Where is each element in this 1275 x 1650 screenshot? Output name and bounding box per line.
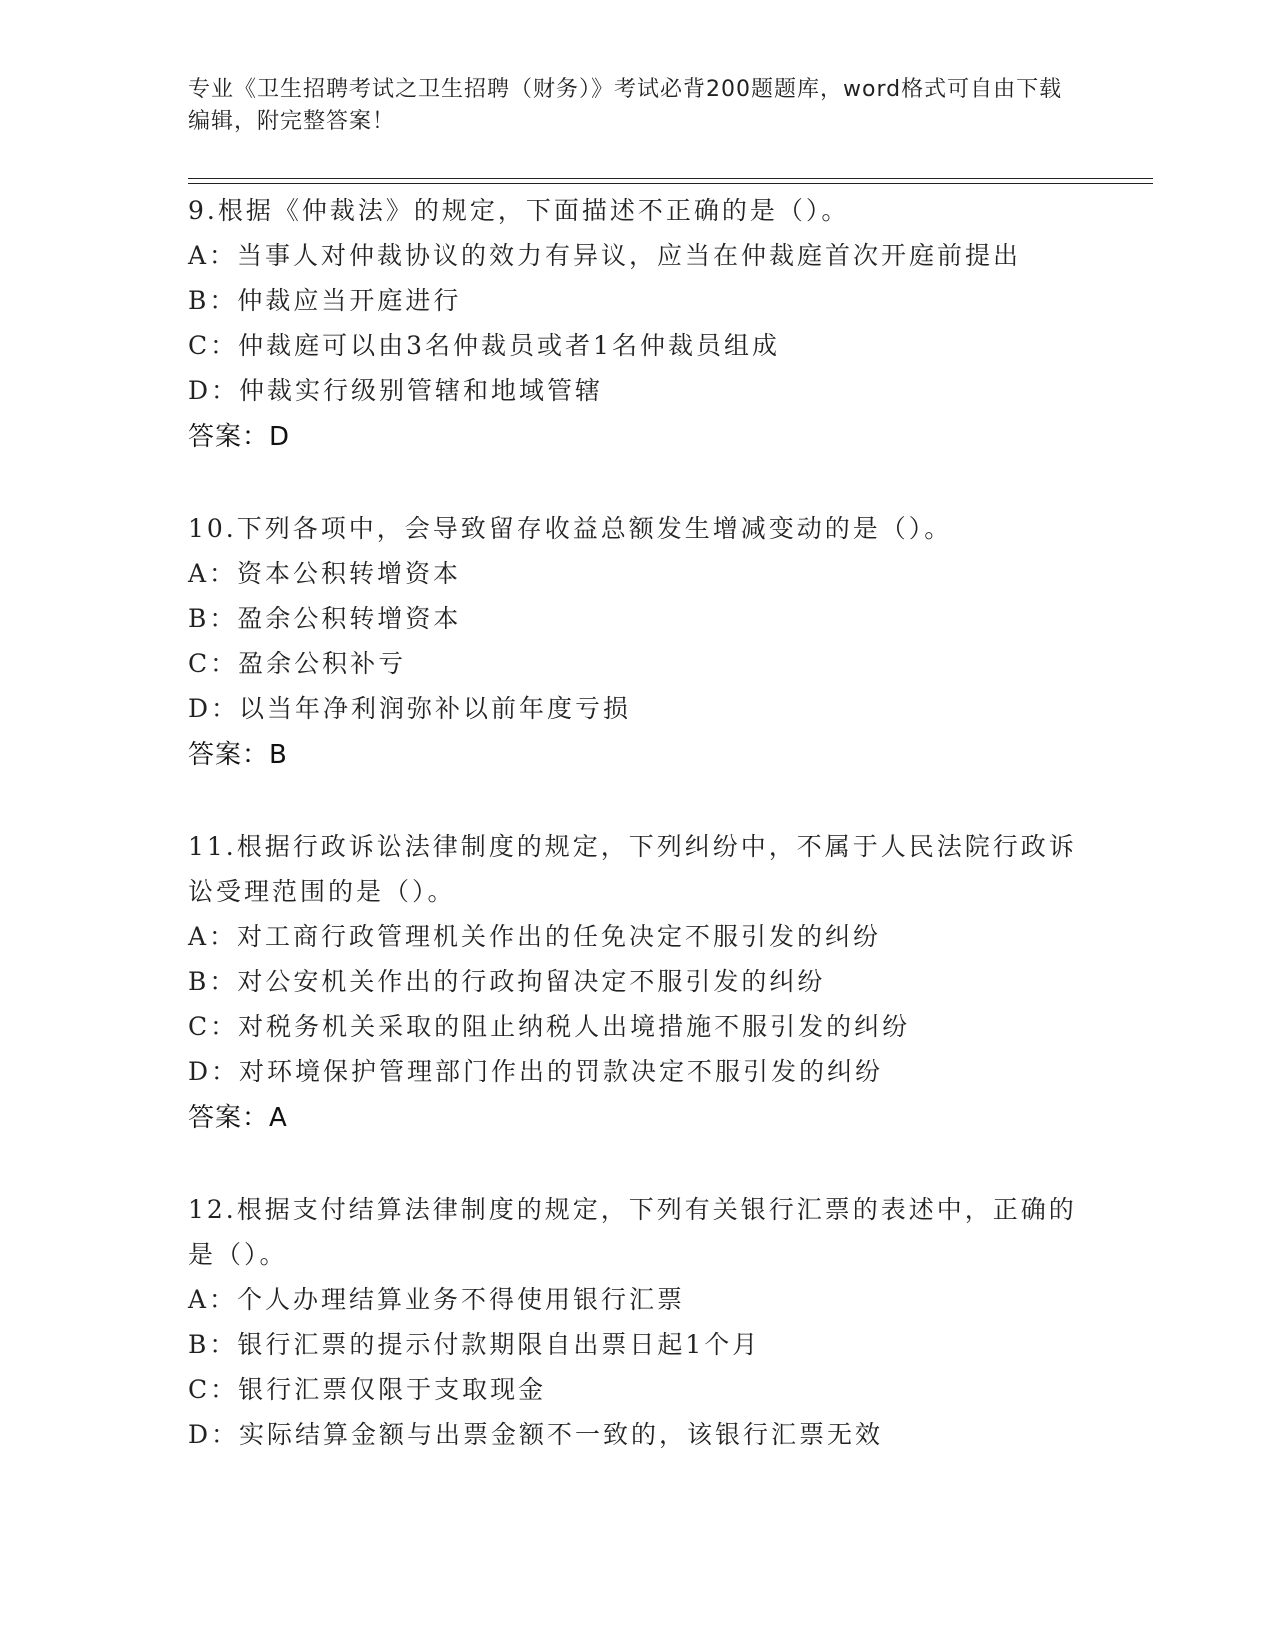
page-header: 专业《卫生招聘考试之卫生招聘（财务）》考试必背200题题库，word格式可自由下载编辑，附完整答案！: [188, 77, 1063, 134]
option-b: B：银行汇票的提示付款期限自出票日起1个月: [188, 1330, 761, 1359]
option-c: C：对税务机关采取的阻止纳税人出境措施不服引发的纠纷: [188, 1012, 911, 1041]
question-12: [188, 1187, 1088, 1457]
option-c: C：仲裁庭可以由3名仲裁员或者1名仲裁员组成: [188, 331, 780, 360]
option-d: D：对环境保护管理部门作出的罚款决定不服引发的纠纷: [188, 1057, 884, 1086]
question-text: 12.根据支付结算法律制度的规定，下列有关银行汇票的表述中，正确的是（）。: [188, 1195, 1077, 1269]
header-divider-bottom: [188, 183, 1153, 184]
question-9: [188, 188, 1088, 461]
option-b: B：盈余公积转增资本: [188, 604, 462, 633]
option-a: A：资本公积转增资本: [188, 559, 462, 588]
option-b: B：对公安机关作出的行政拘留决定不服引发的纠纷: [188, 967, 826, 996]
option-c: C：盈余公积补亏: [188, 649, 407, 678]
option-a: A：个人办理结算业务不得使用银行汇票: [188, 1285, 686, 1314]
answer: 答案：A: [188, 1103, 288, 1133]
question-text: 9.根据《仲裁法》的规定，下面描述不正确的是（）。: [188, 196, 850, 225]
question-10: [188, 506, 1088, 779]
option-d: D：以当年净利润弥补以前年度亏损: [188, 694, 632, 723]
option-b: B：仲裁应当开庭进行: [188, 286, 462, 315]
option-a: A：对工商行政管理机关作出的任免决定不服引发的纠纷: [188, 922, 882, 951]
answer: 答案：B: [188, 740, 288, 770]
option-c: C：银行汇票仅限于支取现金: [188, 1375, 547, 1404]
option-a: A：当事人对仲裁协议的效力有异议，应当在仲裁庭首次开庭前提出: [188, 241, 1022, 270]
header-divider-top: [188, 178, 1153, 179]
option-d: D：实际结算金额与出票金额不一致的，该银行汇票无效: [188, 1420, 884, 1449]
question-text: 10.下列各项中，会导致留存收益总额发生增减变动的是（）。: [188, 514, 953, 543]
option-d: D：仲裁实行级别管辖和地域管辖: [188, 376, 604, 405]
question-11: [188, 824, 1088, 1142]
question-text: 11.根据行政诉讼法律制度的规定，下列纠纷中，不属于人民法院行政诉讼受理范围的是（）。: [188, 832, 1077, 906]
answer: 答案：D: [188, 422, 291, 452]
